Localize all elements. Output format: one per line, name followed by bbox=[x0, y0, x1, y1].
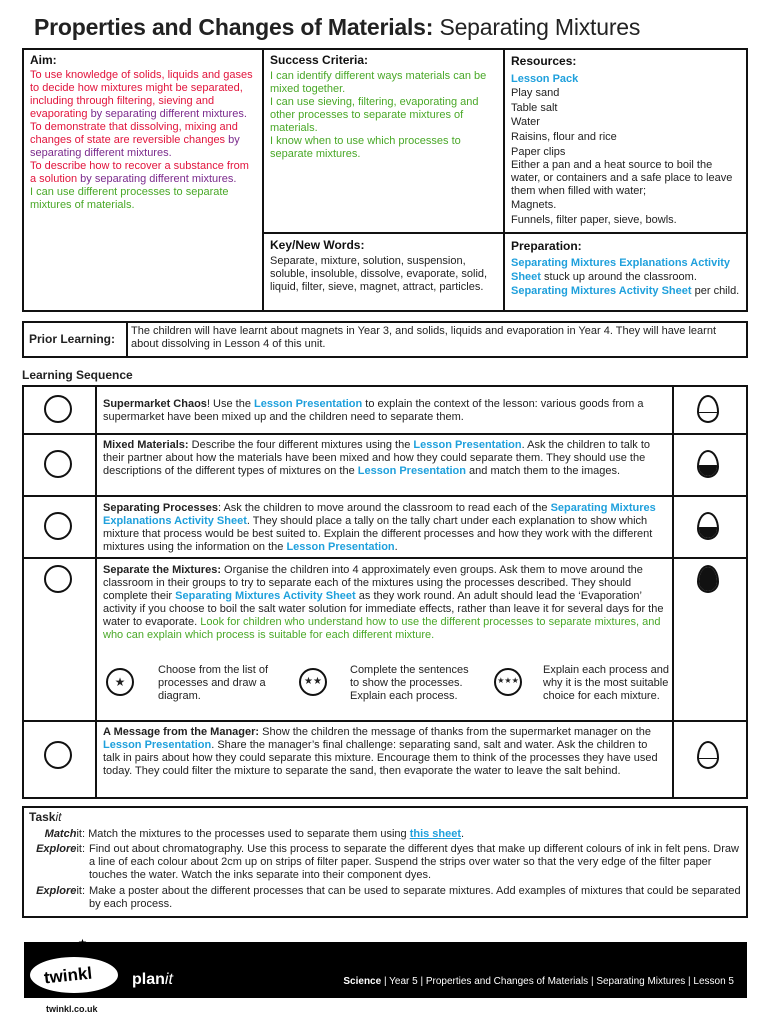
task-row: Exploreit: Find out about chromatography. Use this process to separate the different dyes that make up different colours of ink in felt pens. Draw a line of each colour about 2cm up on strips of filter paper. Suspend the strips over water so that the very edge of the filter paper touches the water. Watch the inks separate into their component dyes. bbox=[36, 843, 739, 881]
assessment-egg-icon bbox=[697, 450, 719, 478]
whole-class-icon bbox=[44, 512, 72, 540]
activity-sheet-link[interactable]: Separating Mixtures Activity Sheet bbox=[175, 590, 356, 602]
activity-sheet-link[interactable]: Separating Mixtures Activity Sheet bbox=[511, 285, 692, 297]
success-heading: Success Criteria: bbox=[270, 53, 369, 67]
sequence-step: Separate the Mixtures: Organise the children into 4 approximately even groups. Ask them to move around the classroom in their groups to try to separate each of the mixtures using the processes described. They should complete their Separating Mixtures Activity Sheet as they work round. An adult should lead the ‘Evaporation’ activity if you choose to boil the salt water solution for immediate effects, rather than leave it for several days for the water to evaporate. Look for children who understand how to use the different processes to separate mixtures, and who can explain which process is suitable for each different mixture. bbox=[103, 564, 664, 641]
resource-item: Funnels, filter paper, sieve, bowls. bbox=[511, 213, 677, 226]
differentiation-1: Choose from the list of processes and draw a diagram. bbox=[158, 664, 269, 702]
resource-item: Raisins, flour and rice bbox=[511, 130, 617, 143]
resource-item: Water bbox=[511, 116, 540, 129]
plan-it: planit bbox=[132, 971, 173, 988]
aim-section bbox=[24, 51, 262, 215]
preparation: Preparation: Separating Mixtures Explanations Activity Sheet stuck up around the classroom. Separating Mixtures Activity Sheet per child. bbox=[511, 239, 740, 297]
resources bbox=[505, 51, 747, 230]
lesson-presentation-link[interactable]: Lesson Presentation bbox=[357, 465, 466, 477]
lesson-presentation-link[interactable]: Lesson Presentation bbox=[103, 739, 212, 751]
keywords-heading: Key/New Words: bbox=[270, 238, 365, 252]
explanations-sheet-link[interactable]: Separating Mixtures Explanations Activity Sheet bbox=[511, 257, 731, 283]
aim-objective: I can use different processes to separate mixtures of materials. bbox=[30, 186, 229, 211]
differentiation-3: Explain each process and why it is the most suitable choice for each mixture. bbox=[543, 664, 669, 702]
site-url: twinkl.co.uk bbox=[46, 1004, 98, 1014]
aim-context: by separating different mixtures. bbox=[80, 173, 237, 185]
task-heading: Taskit bbox=[29, 810, 62, 824]
aim-objective: To describe how to recover a substance from a solution bbox=[30, 160, 249, 185]
explanations-sheet-link[interactable]: Separating Mixtures Explanations Activity Sheet bbox=[103, 502, 656, 527]
aim-context: by separating different mixtures. bbox=[90, 108, 247, 120]
aim-objective: To demonstrate that dissolving, mixing and changes of state are reversible changes bbox=[30, 121, 238, 146]
success-criteria bbox=[264, 51, 502, 164]
sequence-step: Separating Processes: Ask the children to move around the classroom to read each of the Separating Mixtures Explanations Activity Sheet. They should place a tally on the tally chart under each explanation to show which mixture that process would be best suited to. Explain the different processes and how they work with the different mixtures using the information on the Lesson Presentation. bbox=[103, 502, 656, 553]
one-star-icon: ★ bbox=[106, 668, 134, 696]
prior-text: The children will have learnt about magnets in Year 3, and solids, liquids and evaporation in Year 4. They will have learnt about dissolving in Lesson 4 of this unit. bbox=[131, 325, 716, 350]
resource-item: Table salt bbox=[511, 101, 558, 114]
resource-item: Play sand bbox=[511, 87, 560, 100]
prior-label: Prior Learning: bbox=[29, 332, 116, 346]
star-icon: ★ bbox=[78, 938, 87, 949]
preparation-heading: Preparation: bbox=[511, 239, 582, 253]
resource-item: Either a pan and a heat source to boil the water, or containers and a safe place to leave them when filled with water; bbox=[511, 159, 733, 198]
two-star-icon: ★★ bbox=[299, 668, 327, 696]
lesson-presentation-link[interactable]: Lesson Presentation bbox=[254, 398, 363, 410]
lesson-presentation-link[interactable]: Lesson Presentation bbox=[286, 541, 395, 553]
lesson-presentation-link[interactable]: Lesson Presentation bbox=[413, 439, 522, 451]
star-icon: ★ bbox=[30, 940, 43, 956]
sequence-heading: Learning Sequence bbox=[22, 368, 133, 382]
differentiation-2: Complete the sentences to show the processes. Explain each process. bbox=[350, 664, 469, 702]
aim-objective: To use knowledge of solids, liquids and gases to decide how mixtures might be separated, including through filtering, sieving and evaporating bbox=[30, 69, 253, 120]
lesson-pack-link[interactable]: Lesson Pack bbox=[511, 72, 579, 85]
keywords-text: Separate, mixture, solution, suspension, soluble, insoluble, dissolve, evaporate, solid, liquid, filter, sieve, magnet, attract, particles. bbox=[270, 255, 488, 293]
assessment-egg-icon bbox=[697, 741, 719, 769]
task-row: Exploreit: Make a poster about the different processes that can be used to separate mixtures. Add examples of mixtures that could be separated by each process. bbox=[36, 885, 741, 910]
assessment-egg-icon bbox=[697, 512, 719, 540]
criterion: I can use sieving, filtering, evaporating and other processes to separate mixtures of materials. bbox=[270, 96, 479, 134]
footer-info: Science | Year 5 | Properties and Changes of Materials | Separating Mixtures | Lesson 5 bbox=[343, 976, 734, 987]
logo-text: twinkl bbox=[43, 963, 93, 988]
criterion: I know when to use which processes to separate mixtures. bbox=[270, 135, 461, 160]
star-icon: ★ bbox=[100, 948, 111, 962]
title-bold: Properties and Changes of Materials: bbox=[34, 14, 434, 40]
three-star-icon: ★★★ bbox=[494, 668, 522, 696]
group-icon bbox=[44, 565, 72, 593]
key-words bbox=[264, 236, 502, 297]
aim-heading: Aim: bbox=[30, 53, 57, 67]
pair-icon bbox=[44, 450, 72, 478]
aim-context: by separating different mixtures. bbox=[30, 134, 240, 159]
resource-item: Magnets. bbox=[511, 199, 557, 212]
title-rest: Separating Mixtures bbox=[439, 14, 641, 40]
resource-item: Paper clips bbox=[511, 145, 566, 158]
criterion: I can identify different ways materials can be mixed together. bbox=[270, 70, 487, 95]
sequence-step: A Message from the Manager: Show the children the message of thanks from the supermarket manager on the Lesson Presentation. Share the manager’s final challenge: separating sand, salt and water. Ask the children to talk in pairs about how they could separate this mixture. Encourage them to think of the processes they have used today. They could filter the mixture to separate the sand, then evaporate the water to leave the salt behind. bbox=[103, 726, 658, 777]
sequence-step: Supermarket Chaos! Use the Lesson Presentation to explain the context of the lesson: various goods from a supermarket have been mixed up and the children need to separate them. bbox=[103, 398, 644, 423]
pair-icon bbox=[44, 741, 72, 769]
sequence-step: Mixed Materials: Describe the four different mixtures using the Lesson Presentation. Ask the children to talk to their partner about how the materials have been mixed and how they could separate them. They should use the descriptions of the different types of mixtures on the Lesson Presentation and match them to the images. bbox=[103, 439, 651, 477]
resources-heading: Resources: bbox=[511, 54, 577, 68]
assessment-egg-icon bbox=[697, 395, 719, 423]
page-title bbox=[34, 14, 640, 42]
owl-icon bbox=[44, 395, 72, 423]
this-sheet-link[interactable]: this sheet bbox=[409, 828, 462, 840]
assessment-egg-icon bbox=[697, 565, 719, 593]
task-row: Matchit: Match the mixtures to the processes used to separate them using this sheet. bbox=[44, 828, 465, 840]
